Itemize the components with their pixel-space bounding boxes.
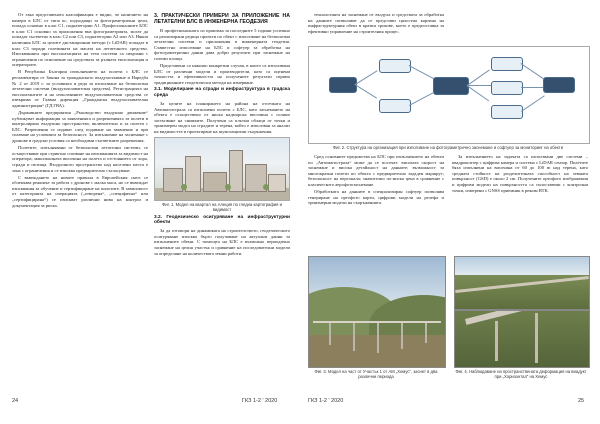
paragraph: В Република България изпълнението на полети с БЛС се регламентира от Закона за гражданското въздухоплаване и Наредба № 2 от 2019 г. за условията и реда за използване на безпилотни летателни системи (въздухоплавателни средства). Регистрацията на експлоатантите и на използваните въздухоплавателни средства се извършва от Главна дирекция „Гражданска въздухоплавателна администрация“ (ГД ГВА). [12,69,148,108]
diagram-node [491,57,523,71]
left-page-column-2 [154,12,290,390]
subsection-heading: 3.1. Моделиране на сгради и инфраструктура в градска среда [154,87,290,99]
diagram-node [491,105,523,119]
diagram-link [355,84,377,98]
figure-workflow-diagram [308,46,590,144]
paragraph: За да отговори на динамиката на строителството, геодезическото осигуряване изисква бързо получаване на актуални данни за изпълнените обеми. С помощта на БЛС е възможно периодично заснемане на целия участък и сравнение на последователни модели за определяне на количествата земни работи. [154,228,290,256]
figure-caption: Фиг. 2. Структура на организация при използване на фотограметрично заснемане и софтуер за мониторинг на обекти [332,145,564,150]
bridge-pier [329,323,331,345]
diagram-link [409,65,434,79]
paragraph: От така представената класификация е видно, че наличието на камери в БЛС от типа кс, подходящи за фотограметрични цели, попада основно в клас С1, подкатегории А1. Професионалните БЛС в клас С1 основно за приложения във фотограметрията, могат да попадат съответно в клас С2 или С3, подкатегории А2 или А3. Някои наличния БЛС за целите дистанционни методи (с LiDAR) попадат в клас С3 поради големината на масата на летателното средство. Изискванията при експлоатацията на тези системи са свързани с ограничения по отношение на средствата за ръчната експлоатация и операторите. [12,12,148,68]
diagram-node [491,81,523,95]
diagram-link [467,70,490,86]
bridge-pier [425,323,427,343]
building [268,174,286,192]
building [185,156,201,192]
diagram-node [543,77,575,93]
right-page [306,12,592,410]
figure-caption: Фиг. 4. Наблюдаване на пространствената деформация на виадукт при „Хоризонтал“ на Хемус [455,369,587,379]
diagram-link [467,85,491,86]
building [163,168,183,192]
journal-footer: ГКЗ 1-2 ' 2020 [242,398,278,404]
diagram-node [329,77,357,93]
paragraph: Обработката на данните в специализиран софтуер позволява генериране на ортофото карти, цифрови модели на релефа и триизмерни модели на съоръженията. [308,189,444,206]
tree [181,184,187,190]
diagram-link [521,63,545,79]
building [203,172,227,192]
tree [263,184,269,190]
figure-caption: Фиг. 1. Модел на квартал на Алеция по гледна картография и видимост [162,201,282,212]
photo-highway-viaduct [308,256,446,368]
diagram-link [355,70,377,84]
journal-footer: ГКЗ 1-2 ' 2020 [308,398,344,404]
left-page-column-1 [12,12,148,390]
paragraph: За целите на планирането на района на отсечката на Автомагистрала са изпълнени полети с БЛС, като заснемането на обекта е осъществено от ниска надморска височина с голямо застъпване на снимките. Получени са плътни облаци от точки и триизмерен модел на сградите и терена, който е използван за анализ на видимостта и проектиране на шумозащитни съоръжения. [154,101,290,134]
section-heading: 3. ПРАКТИЧЕСКИ ПРИМЕРИ ЗА ПРИЛОЖЕНИЕ НА ЛЕТАТЕЛНИ БЛС В ИНЖЕНЕРНА ГЕОДЕЗИЯ [154,13,290,25]
left-page [8,12,294,410]
bridge-pier [535,313,538,363]
paragraph: Представени са няколко конкретни случая, в които са използвани БЛС от различни модели и производители, като са оценени точността и ефективността на получените резултати спрямо традиционните геодезически методи на измерване. [154,63,290,85]
diagram-link [409,92,434,106]
diagram-link [521,95,545,111]
right-page-column-2-lower [452,154,588,252]
paragraph: Държавните предприятия „Ръководство въздушно движение“ публикуват информация за заявленията и разрешенията за полети в контролирано въздушно пространство, включително и за полети с БЛС. Разрешения се издават след подаване на заявление и при спазване на условията за безопасност. За изпълнение на заснемане с дронове в градски условия са необходими съответните разрешения. [12,110,148,144]
subsection-heading: 3.2. Геодезическо осигуряване на инфраструктурни обекти [154,214,290,226]
diagram-node [379,99,411,113]
diagram-link [467,85,490,101]
paragraph: В професионалната си практика за последните 5 години успешно са реализирани редица проекти по обект с използване на безпилотни летателни системи и приложения в инженерната геодезия. Съвместно използване на БЛС и софтуер за обработка на фотограметрични данни дава добри резултати при заснемане на големи площи. [154,28,290,61]
page-number: 25 [578,398,585,404]
bridge-pier [495,321,498,361]
building [229,150,243,192]
paragraph: За изпълнението на задачата са използвани две системи – квадрокоптер с цифрова камера и система с LiDAR сензор. Полетите бяха изпълнени на височина от 60 до 100 m над терена, като средната стойност на разделителната способност на земната повърхност (GSD) е около 2 cm. Получените ортофото изображения и цифрови модели на повърхността са съпоставени с контролни точки, измерени с GNSS приемник в режим RTK. [452,154,588,193]
photo-bridge-aerial [454,256,590,310]
diagram-node [433,77,469,95]
right-page-column-1-lower [308,154,444,252]
photo-viaduct-closeup [454,310,590,368]
figure-caption: Фиг. 3. Модел на част от Участък 1 от АМ „Хемус“, заснет в два различни периода [314,369,438,379]
diagram-link [521,87,543,88]
sky [455,257,589,277]
paragraph: Полетите, изпълнявани от безпилотни летателни системи, се осъществяват при стриктно спазване на изискванията за видимост на оператора, максималната височина на полета и отстоянието от хора, сгради и пътища. Въздушното пространство над населени места е зона с ограничения и се изисква предварително съгласуване. [12,145,148,173]
tree [225,184,231,190]
bridge-pier [401,323,403,349]
bridge-pier [353,323,355,351]
paragraph: Сред основните предимства на БЛС при изпълнението на обекти по „Автомагистрала“ може да се посочат: високата скорост на заснемане и висока детайлност на данните; възможност за многократни полети по обекта с предварително зададен маршрут; безопасност на персонала; значително по-ниска цена в сравнение с класическото аерофотозаснемане. [308,154,444,187]
page-number: 24 [12,398,19,404]
bridge-pier [377,323,379,353]
paragraph: технологията на заснемане от въздуха и средствата за обработка на данните позволяват да се представи цялостна картина на инфраструктурния обект в кратки срокове, което е предпоставка за ефективно управление на строителния процес. [308,12,444,34]
figure-3d-city-model [154,137,290,201]
paragraph: С въвеждането на новите правила в Европейския съюз се облекчава режимът за работа с дронове с малка маса, но се въвеждат изисквания за обучение и сертифициране на пилотите. В зависимост от категорията на операцията („отворена“, „специфична“ или „сертифицирана“) се изискват различни нива на контрол и документация за риска. [12,174,148,208]
diagram-node [379,59,411,73]
